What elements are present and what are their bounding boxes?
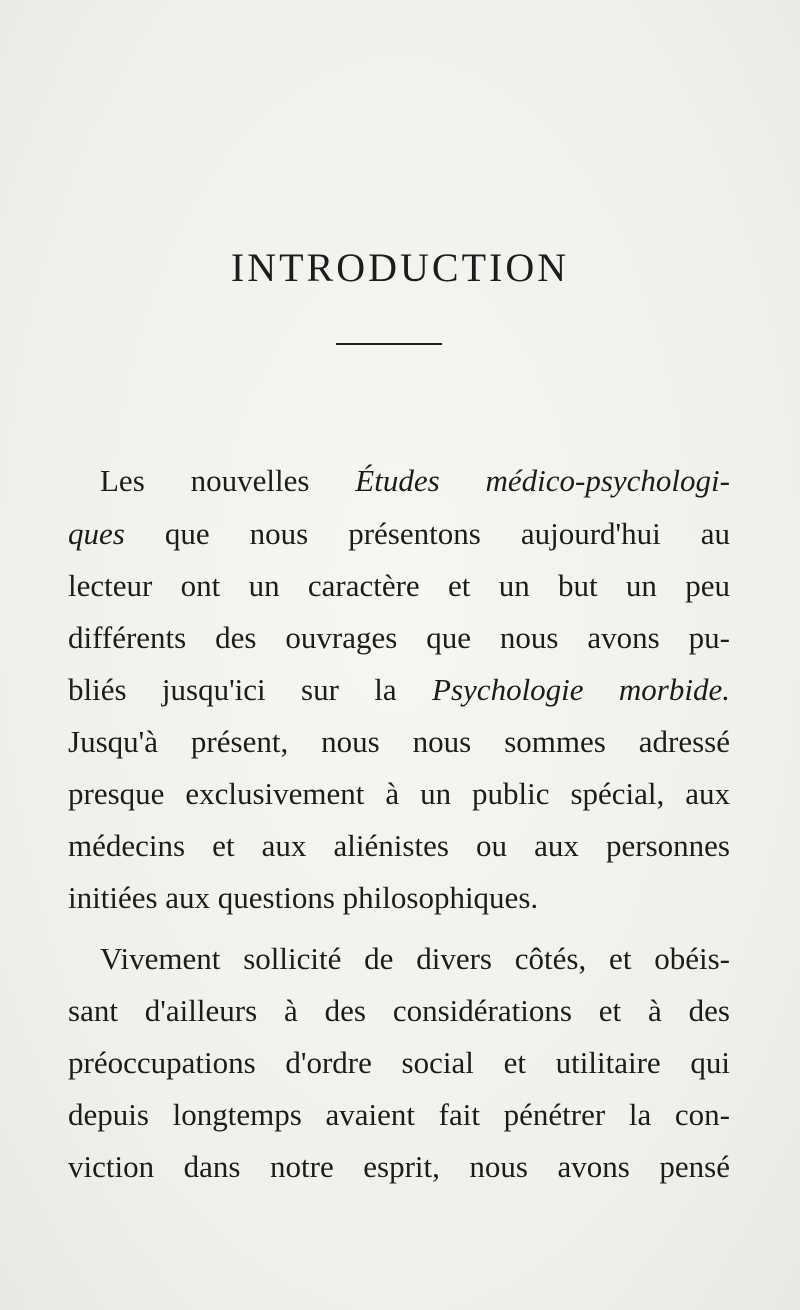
paragraph-1-line-9: initiées aux questions philosophiques. bbox=[68, 880, 539, 915]
page-title: INTRODUCTION bbox=[230, 245, 570, 290]
paragraph-2-line-4: depuis longtemps avaient fait pénétrer la con- bbox=[68, 1097, 730, 1132]
paragraph-1-line-1 bbox=[100, 455, 730, 507]
paragraph-1-line-2 bbox=[68, 508, 730, 560]
book-title-italic: ques bbox=[68, 516, 125, 551]
paragraph-1-line-6: Jusqu'à présent, nous nous sommes adressé bbox=[68, 724, 730, 759]
paragraph-2-line-5: viction dans notre esprit, nous avons pensé bbox=[68, 1149, 730, 1184]
paragraph-2-line-1: Vivement sollicité de divers côtés, et obéis- bbox=[100, 941, 730, 976]
book-title-italic: Psychologie morbide. bbox=[432, 672, 730, 707]
paragraph-1-line-5 bbox=[68, 664, 730, 716]
book-title-italic: Études médico-psychologi- bbox=[355, 463, 730, 498]
paragraph-1-line-4: différents des ouvrages que nous avons pu- bbox=[68, 620, 730, 655]
paragraph-1-line-8: médecins et aux aliénistes ou aux personnes bbox=[68, 828, 730, 863]
paragraph-2-line-2: sant d'ailleurs à des considérations et à des bbox=[68, 993, 730, 1028]
text-span: Les nouvelles bbox=[100, 463, 356, 498]
text-span: que nous présentons aujourd'hui au bbox=[124, 516, 730, 551]
paragraph-1-line-3: lecteur ont un caractère et un but un peu bbox=[68, 568, 730, 603]
paragraph-2-line-3: préoccupations d'ordre social et utilitaire qui bbox=[68, 1045, 730, 1080]
title-divider bbox=[336, 343, 442, 345]
text-span: bliés jusqu'ici sur la bbox=[68, 672, 433, 707]
paragraph-1-line-7: presque exclusivement à un public spécial, aux bbox=[68, 776, 730, 811]
